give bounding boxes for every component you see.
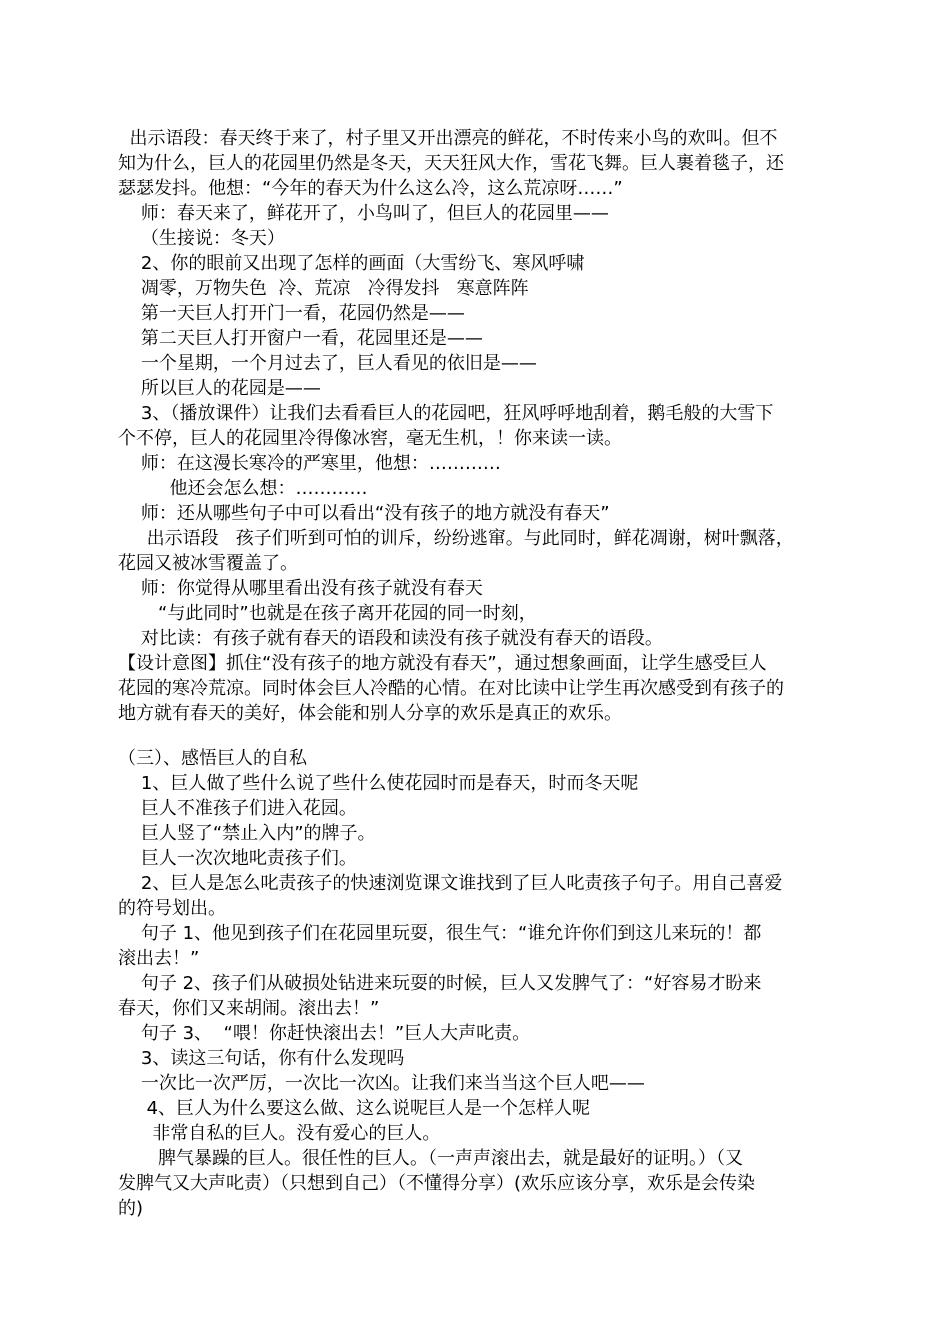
text-line: 出示语段 孩子们听到可怕的训斥，纷纷逃窜。与此同时，鲜花凋谢，树叶飘落， [118, 528, 794, 549]
section-heading: （三）、感悟巨人的自私 [118, 748, 307, 769]
text-line: 3、（播放课件）让我们去看看巨人的花园吧，狂风呼呼地刮着，鹅毛般的大雪下 [118, 403, 774, 424]
text-line: 滚出去！” [118, 948, 200, 969]
text-line: “与此同时”也就是在孩子离开花园的同一时刻， [118, 603, 537, 624]
text-line: 所以巨人的花园是—— [118, 378, 321, 399]
text-line: 2、巨人是怎么叱责孩子的快速浏览课文谁找到了巨人叱责孩子句子。用自己喜爱 [118, 873, 783, 894]
text-line: 一个星期，一个月过去了，巨人看见的依旧是—— [118, 353, 537, 374]
text-line: 师：还从哪些句子中可以看出“没有孩子的地方就没有春天” [118, 503, 610, 524]
text-line: 句子 1、他见到孩子们在花园里玩耍，很生气：“谁允许你们到这儿来玩的！都 [118, 923, 762, 944]
text-line: 知为什么，巨人的花园里仍然是冬天，天天狂风大作，雪花飞舞。巨人裹着毯子，还 [118, 153, 784, 174]
text-line: 的符号划出。 [118, 898, 226, 919]
text-line: 的) [118, 1198, 144, 1219]
text-line: 春天，你们又来胡闹。滚出去！” [118, 998, 380, 1019]
text-line: 发脾气又大声叱责）（只想到自己）（不懂得分享）(欢乐应该分享，欢乐是会传染 [118, 1173, 756, 1194]
text-line: 师：你觉得从哪里看出没有孩子就没有春天 [118, 578, 483, 599]
text-line: 句子 2、孩子们从破损处钻进来玩耍的时候，巨人又发脾气了：“好容易才盼来 [118, 973, 762, 994]
text-line: 出示语段：春天终于来了，村子里又开出漂亮的鲜花，不时传来小鸟的欢叫。但不 [118, 128, 778, 149]
text-line: 花园又被冰雪覆盖了。 [118, 553, 298, 574]
text-line: 3、读这三句话，你有什么发现吗 [118, 1048, 405, 1069]
text-line: 巨人竖了“禁止入内”的牌子。 [118, 823, 376, 844]
text-line: 4、巨人为什么要这么做、这么说呢巨人是一个怎样人呢 [118, 1098, 591, 1119]
text-line: 凋零，万物失色 冷、荒凉 冷得发抖 寒意阵阵 [118, 278, 529, 299]
text-line: 句子 3、 “喂！你赶快滚出去！”巨人大声叱责。 [118, 1023, 531, 1044]
text-line: 巨人不准孩子们进入花园。 [118, 798, 357, 819]
text-line: 2、你的眼前又出现了怎样的画面（大雪纷飞、寒风呼啸 [118, 253, 585, 274]
text-line: 师：在这漫长寒冷的严寒里，他想：………… [118, 453, 501, 474]
text-line: 他还会怎么想：………… [118, 478, 368, 499]
design-intent-line: 花园的寒冷荒凉。同时体会巨人冷酷的心情。在对比读中让学生再次感受到有孩子的 [118, 678, 784, 699]
document-page [118, 126, 844, 1221]
text-line: 师：春天来了，鲜花开了，小鸟叫了，但巨人的花园里—— [118, 203, 609, 224]
text-line: （生接说：冬天） [118, 228, 285, 249]
text-line: 瑟瑟发抖。他想：“今年的春天为什么这么冷，这么荒凉呀……” [118, 178, 623, 199]
text-line: 1、巨人做了些什么说了些什么使花园时而是春天，时而冬天呢 [118, 773, 639, 794]
design-intent-line: 【设计意图】抓住“没有孩子的地方就没有春天”，通过想象画面，让学生感受巨人 [118, 653, 767, 674]
text-line: 对比读：有孩子就有春天的语段和读没有孩子就没有春天的语段。 [118, 628, 663, 649]
text-line: 非常自私的巨人。没有爱心的巨人。 [118, 1123, 441, 1144]
text-line: 第一天巨人打开门一看，花园仍然是—— [118, 303, 465, 324]
text-line: 个不停，巨人的花园里冷得像冰窖，毫无生机，！你来读一读。 [118, 428, 622, 449]
text-line: 一次比一次严厉，一次比一次凶。让我们来当当这个巨人吧—— [118, 1073, 645, 1094]
design-intent-line: 地方就有春天的美好，体会能和别人分享的欢乐是真正的欢乐。 [118, 703, 622, 724]
text-line: 巨人一次次地叱责孩子们。 [118, 848, 357, 869]
text-line: 脾气暴躁的巨人。很任性的巨人。（一声声滚出去，就是最好的证明。）（又 [118, 1148, 744, 1169]
text-line: 第二天巨人打开窗户一看，花园里还是—— [118, 328, 483, 349]
